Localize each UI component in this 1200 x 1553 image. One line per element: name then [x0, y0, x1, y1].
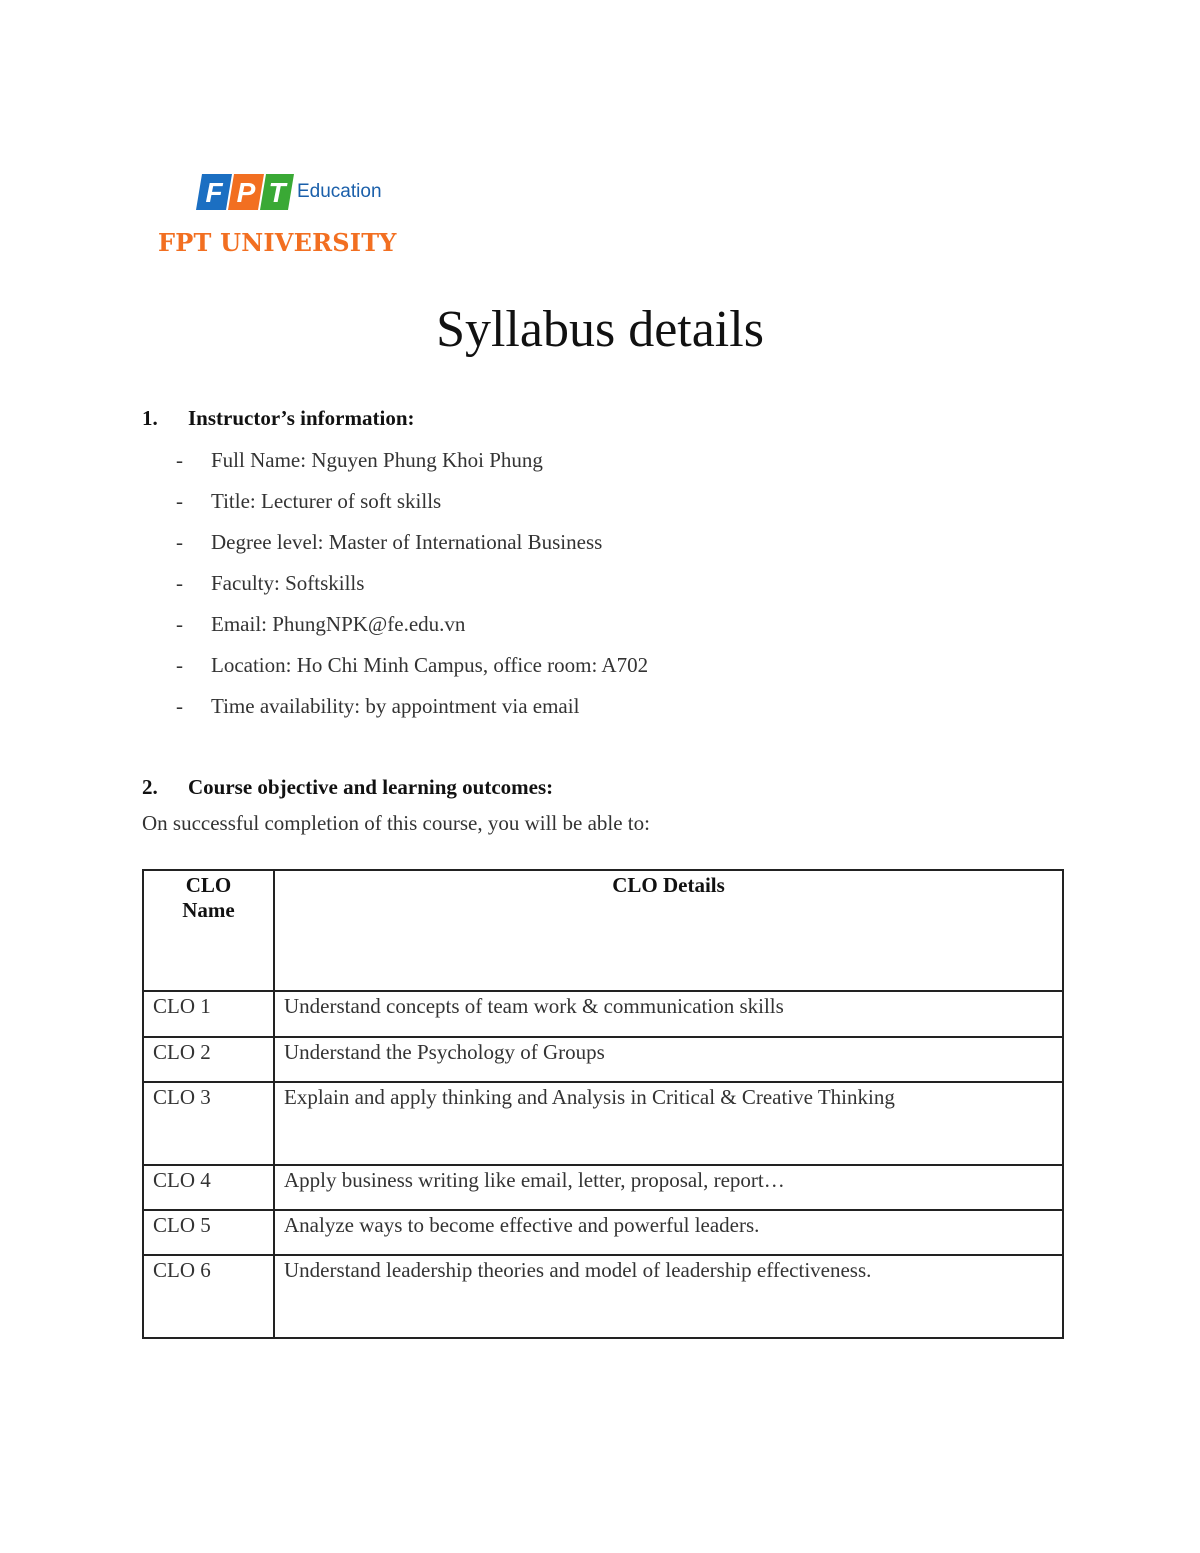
section-2-intro: On successful completion of this course, you will be able to:: [142, 811, 650, 835]
bullet-dash: -: [176, 571, 183, 595]
bullet-dash: -: [176, 612, 183, 636]
info-time-availability: Time availability: by appointment via email: [211, 694, 580, 718]
clo-table: [142, 869, 1064, 1339]
bullet-dash: -: [176, 694, 183, 718]
header-clo-name: [143, 870, 274, 991]
list-item: [176, 690, 648, 731]
info-full-name: Full Name: Nguyen Phung Khoi Phung: [211, 448, 543, 472]
clo-detail-cell: Understand concepts of team work & communication skills: [274, 991, 1063, 1037]
table-row: [143, 1165, 1063, 1210]
table-row: [143, 1037, 1063, 1082]
table-header-row: [143, 870, 1063, 991]
fpt-logo-mark: [196, 172, 296, 212]
table-row: [143, 1082, 1063, 1165]
section-2-heading: [142, 775, 553, 800]
list-item: [176, 567, 648, 608]
clo-detail-cell: Apply business writing like email, letter, proposal, report…: [274, 1165, 1063, 1210]
clo-detail-cell: Analyze ways to become effective and powerful leaders.: [274, 1210, 1063, 1255]
logo-education-text: Education: [297, 181, 382, 202]
clo-name-cell: CLO 2: [143, 1037, 274, 1082]
bullet-dash: -: [176, 489, 183, 513]
page-title: Syllabus details: [436, 301, 764, 358]
clo-name-cell: CLO 3: [143, 1082, 274, 1165]
bullet-dash: -: [176, 530, 183, 554]
section-1-heading: [142, 406, 415, 431]
section-2-number: 2.: [142, 775, 158, 799]
list-item: [176, 649, 648, 690]
list-item: [176, 608, 648, 649]
logo-letter-t: T: [268, 177, 286, 208]
info-email: Email: PhungNPK@fe.edu.vn: [211, 612, 466, 636]
clo-detail-cell: Understand leadership theories and model of leadership effectiveness.: [274, 1255, 1063, 1338]
logo-university-text: FPT UNIVERSITY: [158, 228, 397, 257]
header-clo-details: CLO Details: [274, 870, 1063, 991]
list-item: [176, 526, 648, 567]
logo-letter-p: P: [236, 177, 256, 208]
list-item: [176, 485, 648, 526]
bullet-dash: -: [176, 653, 183, 677]
header-clo-name-line2: Name: [182, 898, 235, 922]
info-faculty: Faculty: Softskills: [211, 571, 365, 595]
fpt-logo: [156, 168, 426, 268]
section-1-number: 1.: [142, 406, 158, 430]
table-row: [143, 1255, 1063, 1338]
info-location: Location: Ho Chi Minh Campus, office room: A702: [211, 653, 649, 677]
list-item: [176, 444, 648, 485]
clo-detail-cell: Explain and apply thinking and Analysis in Critical & Creative Thinking: [274, 1082, 1063, 1165]
section-1-title: Instructor’s information:: [188, 406, 415, 430]
table-row: [143, 1210, 1063, 1255]
clo-name-cell: CLO 6: [143, 1255, 274, 1338]
info-title: Title: Lecturer of soft skills: [211, 489, 442, 513]
bullet-dash: -: [176, 448, 183, 472]
clo-name-cell: CLO 1: [143, 991, 274, 1037]
section-2-title: Course objective and learning outcomes:: [188, 775, 554, 799]
clo-name-cell: CLO 5: [143, 1210, 274, 1255]
table-row: [143, 991, 1063, 1037]
clo-name-cell: CLO 4: [143, 1165, 274, 1210]
info-degree: Degree level: Master of International Business: [211, 530, 603, 554]
header-clo-name-line1: CLO: [185, 873, 232, 897]
clo-detail-cell: Understand the Psychology of Groups: [274, 1037, 1063, 1082]
instructor-info-list: [176, 444, 648, 731]
logo-letter-f: F: [205, 177, 223, 208]
